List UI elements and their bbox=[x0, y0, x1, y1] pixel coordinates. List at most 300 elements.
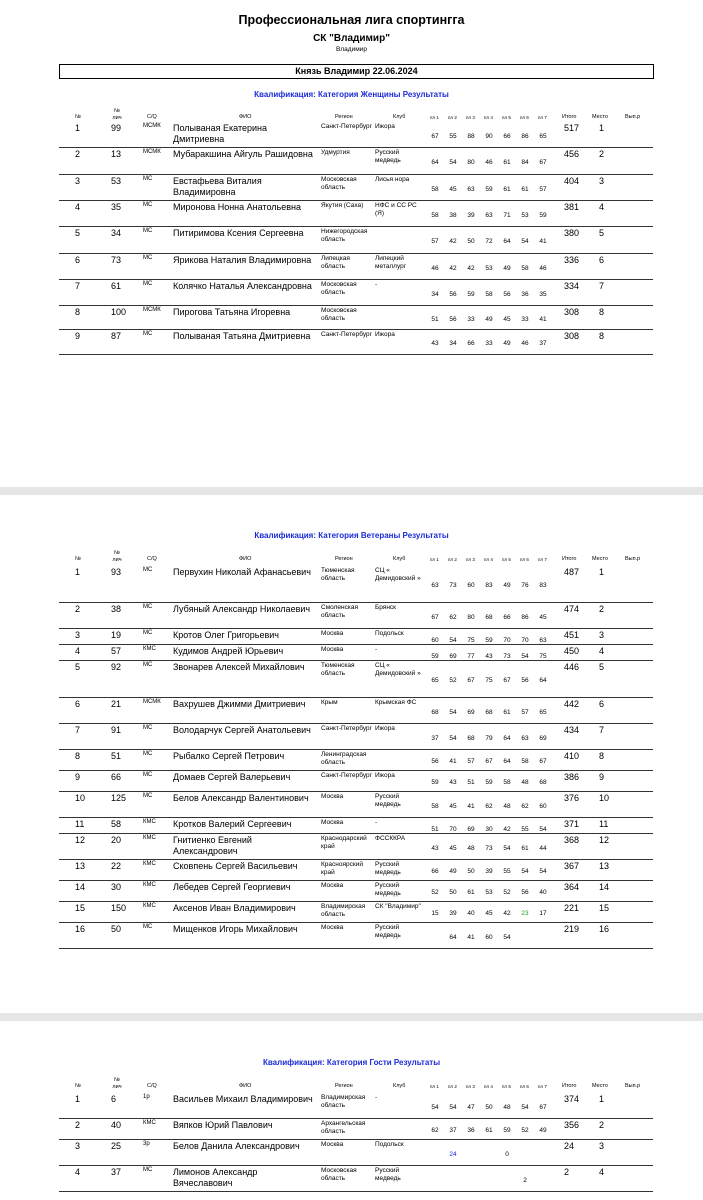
result-place-cell: 3 bbox=[599, 176, 605, 186]
total-cell: 334 bbox=[564, 281, 580, 291]
series-score-5: 55 bbox=[503, 868, 511, 875]
series-score-7: 54 bbox=[539, 826, 547, 833]
series-score-4: 61 bbox=[485, 1127, 493, 1134]
col-rplace: Место bbox=[592, 114, 608, 120]
section-title: Квалификация: Категория Женщины Результаты bbox=[254, 90, 449, 99]
series-score-3: 77 bbox=[467, 653, 475, 660]
city-name: Владимир bbox=[336, 46, 367, 53]
series-score-4: 45 bbox=[485, 910, 493, 917]
result-place-cell: 2 bbox=[599, 149, 605, 159]
series-score-3: 80 bbox=[467, 614, 475, 621]
result-place-cell: 8 bbox=[599, 307, 605, 317]
place-cell: 13 bbox=[75, 861, 86, 871]
series-score-2: 54 bbox=[449, 159, 457, 166]
club-cell: СЦ « Демидовский » bbox=[375, 567, 421, 582]
series-score-3: 33 bbox=[467, 316, 475, 323]
region-cell: Владимирская область bbox=[321, 1094, 366, 1109]
rank-cell: МС bbox=[143, 202, 153, 208]
result-place-cell: 7 bbox=[599, 281, 605, 291]
series-score-1: 51 bbox=[431, 826, 439, 833]
col-series-4: пл 4 bbox=[484, 1084, 493, 1089]
series-score-2: 43 bbox=[449, 779, 457, 786]
series-score-7: 65 bbox=[539, 709, 547, 716]
bib-cell: 87 bbox=[111, 331, 122, 341]
series-score-5: 48 bbox=[503, 1104, 511, 1111]
rank-cell: КМС bbox=[143, 882, 156, 888]
club-cell: Ижора bbox=[375, 772, 395, 779]
name-cell: Лебедев Сергей Георгиевич bbox=[173, 882, 291, 892]
series-score-2: 41 bbox=[449, 758, 457, 765]
series-score-3: 48 bbox=[467, 845, 475, 852]
col-total: Итого bbox=[562, 556, 577, 562]
bib-cell: 99 bbox=[111, 123, 122, 133]
rank-cell: МС bbox=[143, 255, 153, 261]
result-place-cell: 9 bbox=[599, 772, 605, 782]
series-score-4: 83 bbox=[485, 582, 493, 589]
series-score-6: 52 bbox=[521, 1127, 529, 1134]
series-score-6: 76 bbox=[521, 582, 529, 589]
series-score-2: 54 bbox=[449, 709, 457, 716]
region-cell: Московская область bbox=[321, 281, 357, 296]
table-row bbox=[59, 724, 653, 750]
region-cell: Московская область bbox=[321, 1167, 357, 1182]
series-score-3: 61 bbox=[467, 889, 475, 896]
table-row bbox=[59, 698, 653, 724]
result-place-cell: 4 bbox=[599, 202, 605, 212]
bib-cell: 22 bbox=[111, 861, 122, 871]
place-cell: 14 bbox=[75, 882, 86, 892]
total-cell: 336 bbox=[564, 255, 580, 265]
result-place-cell: 6 bbox=[599, 699, 605, 709]
series-score-4: 60 bbox=[485, 934, 493, 941]
series-score-5: 42 bbox=[503, 910, 511, 917]
table-row bbox=[59, 306, 653, 330]
region-cell: Санкт-Петербург bbox=[321, 772, 372, 779]
result-place-cell: 2 bbox=[599, 1120, 605, 1130]
table-row bbox=[59, 1119, 653, 1140]
name-cell: Гнитиенко Евгений Александрович bbox=[173, 835, 252, 856]
club-cell: Крымская ФС bbox=[375, 699, 417, 706]
result-place-cell: 3 bbox=[599, 630, 605, 640]
col-qual: Вып.р bbox=[625, 114, 641, 120]
col-series-3: пл 3 bbox=[466, 557, 475, 562]
series-score-3: 36 bbox=[467, 1127, 475, 1134]
result-place-cell: 12 bbox=[599, 835, 610, 845]
place-cell: 16 bbox=[75, 924, 86, 934]
col-series-2: пл 2 bbox=[448, 557, 457, 562]
name-cell: Кротов Олег Григорьевич bbox=[173, 630, 279, 640]
place-cell: 2 bbox=[75, 1120, 81, 1130]
col-rplace: Место bbox=[592, 1083, 608, 1089]
club-cell: Лисья нора bbox=[375, 176, 410, 183]
series-score-2: 45 bbox=[449, 803, 457, 810]
series-score-3: 41 bbox=[467, 803, 475, 810]
series-score-6: 23 bbox=[521, 910, 529, 917]
series-score-7: 75 bbox=[539, 653, 547, 660]
col-series-6: пл 6 bbox=[520, 1084, 529, 1089]
rank-cell: КМС bbox=[143, 819, 156, 825]
series-score-2: 39 bbox=[449, 910, 457, 917]
series-score-2: 62 bbox=[449, 614, 457, 621]
place-cell: 8 bbox=[75, 751, 81, 761]
series-score-5: 54 bbox=[503, 934, 511, 941]
series-score-7: 63 bbox=[539, 637, 547, 644]
club-cell: Ижора bbox=[375, 725, 395, 732]
table-row bbox=[59, 175, 653, 201]
total-cell: 376 bbox=[564, 793, 580, 803]
rank-cell: МС bbox=[143, 630, 153, 636]
total-cell: 451 bbox=[564, 630, 580, 640]
series-score-3: 50 bbox=[467, 238, 475, 245]
result-place-cell: 14 bbox=[599, 882, 610, 892]
region-cell: Москва bbox=[321, 793, 344, 800]
series-score-2: 55 bbox=[449, 133, 457, 140]
table-row bbox=[59, 881, 653, 902]
col-series-2: пл 2 bbox=[448, 115, 457, 120]
name-cell: Кротков Валерий Сергеевич bbox=[173, 819, 292, 829]
series-score-7: 35 bbox=[539, 291, 547, 298]
place-cell: 5 bbox=[75, 228, 81, 238]
series-score-4: 33 bbox=[485, 340, 493, 347]
series-score-1: 15 bbox=[431, 910, 439, 917]
table-row bbox=[59, 280, 653, 306]
series-score-6: 62 bbox=[521, 803, 529, 810]
series-score-1: 63 bbox=[431, 582, 439, 589]
region-cell: Удмуртия bbox=[321, 149, 350, 156]
col-region: Регион bbox=[335, 556, 353, 562]
col-total: Итого bbox=[562, 1083, 577, 1089]
name-cell: Васильев Михаил Владимирович bbox=[173, 1094, 313, 1104]
series-score-4: 59 bbox=[485, 779, 493, 786]
series-score-3: 42 bbox=[467, 265, 475, 272]
series-score-1: 37 bbox=[431, 735, 439, 742]
series-score-3: 69 bbox=[467, 709, 475, 716]
rank-cell: МСМК bbox=[143, 307, 161, 313]
name-cell: Полываная Татьяна Дмитриевна bbox=[173, 331, 311, 341]
series-score-2: 73 bbox=[449, 582, 457, 589]
result-place-cell: 6 bbox=[599, 255, 605, 265]
series-score-4: 39 bbox=[485, 868, 493, 875]
series-score-7: 60 bbox=[539, 803, 547, 810]
bib-cell: 61 bbox=[111, 281, 122, 291]
rank-cell: КМС bbox=[143, 835, 156, 841]
series-score-5: 49 bbox=[503, 340, 511, 347]
bib-cell: 21 bbox=[111, 699, 122, 709]
table-row bbox=[59, 330, 653, 355]
region-cell: Санкт-Петербург bbox=[321, 331, 372, 338]
series-score-7: 37 bbox=[539, 340, 547, 347]
name-cell: Володарчук Сергей Анатольевич bbox=[173, 725, 311, 735]
series-score-4: 30 bbox=[485, 826, 493, 833]
club-cell: ФССККРА bbox=[375, 835, 406, 842]
bib-cell: 125 bbox=[111, 793, 127, 803]
series-score-1: 58 bbox=[431, 186, 439, 193]
series-score-7: 68 bbox=[539, 779, 547, 786]
series-score-1: 58 bbox=[431, 803, 439, 810]
rank-cell: КМС bbox=[143, 646, 156, 652]
series-score-4: 46 bbox=[485, 159, 493, 166]
series-score-7: 40 bbox=[539, 889, 547, 896]
name-cell: Питиримова Ксения Сергеевна bbox=[173, 228, 304, 238]
name-cell: Лимонов Александр Вячеславович bbox=[173, 1167, 258, 1188]
total-cell: 219 bbox=[564, 924, 580, 934]
result-place-cell: 16 bbox=[599, 924, 610, 934]
name-cell: Рыбалко Сергей Петрович bbox=[173, 751, 285, 761]
result-place-cell: 13 bbox=[599, 861, 610, 871]
result-place-cell: 10 bbox=[599, 793, 610, 803]
table-row bbox=[59, 834, 653, 860]
bib-cell: 38 bbox=[111, 604, 122, 614]
series-score-2: 24 bbox=[449, 1151, 457, 1158]
rank-cell: МС bbox=[143, 793, 153, 799]
place-cell: 3 bbox=[75, 176, 81, 186]
result-place-cell: 1 bbox=[599, 123, 605, 133]
series-score-4: 59 bbox=[485, 637, 493, 644]
bib-cell: 6 bbox=[111, 1094, 117, 1104]
series-score-6: 54 bbox=[521, 1104, 529, 1111]
series-score-3: 80 bbox=[467, 159, 475, 166]
col-qual: Вып.р bbox=[625, 1083, 641, 1089]
club-cell: Русский медведь bbox=[375, 1167, 401, 1182]
total-cell: 410 bbox=[564, 751, 580, 761]
table-row bbox=[59, 201, 653, 227]
series-score-7: 17 bbox=[539, 910, 547, 917]
series-score-3: 59 bbox=[467, 291, 475, 298]
total-cell: 381 bbox=[564, 202, 580, 212]
table-row bbox=[59, 603, 653, 629]
series-score-1: 68 bbox=[431, 709, 439, 716]
result-place-cell: 2 bbox=[599, 604, 605, 614]
total-cell: 364 bbox=[564, 882, 580, 892]
place-cell: 4 bbox=[75, 646, 81, 656]
club-cell: Русский медведь bbox=[375, 793, 401, 808]
total-cell: 386 bbox=[564, 772, 580, 782]
result-place-cell: 8 bbox=[599, 331, 605, 341]
series-score-1: 60 bbox=[431, 637, 439, 644]
col-series-4: пл 4 bbox=[484, 557, 493, 562]
rank-cell: МС bbox=[143, 567, 153, 573]
series-score-7: 67 bbox=[539, 159, 547, 166]
series-score-3: 40 bbox=[467, 910, 475, 917]
col-place: № bbox=[75, 556, 81, 562]
series-score-7: 67 bbox=[539, 1104, 547, 1111]
series-score-5: 61 bbox=[503, 186, 511, 193]
name-cell: Сковпень Сергей Васильевич bbox=[173, 861, 298, 871]
table-row bbox=[59, 1140, 653, 1166]
region-cell: Якутия (Саха) bbox=[321, 202, 364, 209]
series-score-5: 42 bbox=[503, 826, 511, 833]
col-series-5: пл 5 bbox=[502, 1084, 511, 1089]
series-score-4: 75 bbox=[485, 677, 493, 684]
rank-cell: МС bbox=[143, 281, 153, 287]
series-score-3: 67 bbox=[467, 677, 475, 684]
series-score-2: 64 bbox=[449, 934, 457, 941]
series-score-1: 67 bbox=[431, 133, 439, 140]
name-cell: Первухин Николай Афанасьевич bbox=[173, 567, 311, 577]
series-score-5: 64 bbox=[503, 735, 511, 742]
bib-cell: 25 bbox=[111, 1141, 122, 1151]
rank-cell: МС bbox=[143, 725, 153, 731]
total-cell: 446 bbox=[564, 662, 580, 672]
series-score-4: 68 bbox=[485, 709, 493, 716]
series-score-7: 41 bbox=[539, 238, 547, 245]
club-cell: СК "Владимир" bbox=[375, 903, 421, 910]
series-score-6: 61 bbox=[521, 845, 529, 852]
bib-cell: 35 bbox=[111, 202, 122, 212]
series-score-5: 66 bbox=[503, 614, 511, 621]
series-score-1: 57 bbox=[431, 238, 439, 245]
table-row bbox=[59, 923, 653, 949]
series-score-4: 68 bbox=[485, 614, 493, 621]
club-cell: Ижора bbox=[375, 331, 395, 338]
region-cell: Москва bbox=[321, 646, 344, 653]
name-cell: Колячко Наталья Александровна bbox=[173, 281, 312, 291]
series-score-5: 58 bbox=[503, 779, 511, 786]
rank-cell: МС bbox=[143, 772, 153, 778]
bib-cell: 92 bbox=[111, 662, 122, 672]
col-bib: № лич bbox=[112, 1077, 122, 1090]
name-cell: Домаев Сергей Валерьевич bbox=[173, 772, 291, 782]
series-score-2: 52 bbox=[449, 677, 457, 684]
series-score-2: 54 bbox=[449, 735, 457, 742]
col-place: № bbox=[75, 114, 81, 120]
region-cell: Московская область bbox=[321, 176, 357, 191]
series-score-7: 65 bbox=[539, 133, 547, 140]
col-qual: Вып.р bbox=[625, 556, 641, 562]
series-score-7: 45 bbox=[539, 614, 547, 621]
result-place-cell: 7 bbox=[599, 725, 605, 735]
rank-cell: 3р bbox=[143, 1141, 150, 1147]
place-cell: 1 bbox=[75, 567, 81, 577]
series-score-5: 45 bbox=[503, 316, 511, 323]
bib-cell: 73 bbox=[111, 255, 122, 265]
total-cell: 24 bbox=[564, 1141, 575, 1151]
col-series-7: пл 7 bbox=[538, 1084, 547, 1089]
series-score-3: 75 bbox=[467, 637, 475, 644]
table-row bbox=[59, 792, 653, 818]
table-row bbox=[59, 661, 653, 698]
series-score-2: 37 bbox=[449, 1127, 457, 1134]
place-cell: 12 bbox=[75, 835, 86, 845]
series-score-2: 45 bbox=[449, 845, 457, 852]
col-name: ФИО bbox=[239, 556, 252, 562]
series-score-4: 67 bbox=[485, 758, 493, 765]
series-score-5: 49 bbox=[503, 582, 511, 589]
club-cell: Брянск bbox=[375, 604, 397, 611]
series-score-4: 63 bbox=[485, 212, 493, 219]
table-row bbox=[59, 645, 653, 661]
region-cell: Москва bbox=[321, 882, 344, 889]
table-row bbox=[59, 1166, 653, 1192]
total-cell: 434 bbox=[564, 725, 580, 735]
series-score-3: 68 bbox=[467, 735, 475, 742]
total-cell: 442 bbox=[564, 699, 580, 709]
series-score-6: 57 bbox=[521, 709, 529, 716]
rank-cell: МС bbox=[143, 176, 153, 182]
series-score-6: 46 bbox=[521, 340, 529, 347]
col-name: ФИО bbox=[239, 1083, 252, 1089]
result-place-cell: 11 bbox=[599, 819, 609, 829]
section-title: Квалификация: Категория Гости Результаты bbox=[262, 1058, 441, 1067]
series-score-6: 58 bbox=[521, 265, 529, 272]
series-score-7: 49 bbox=[539, 1127, 547, 1134]
series-score-7: 83 bbox=[539, 582, 547, 589]
result-place-cell: 5 bbox=[599, 228, 605, 238]
series-score-5: 66 bbox=[503, 133, 511, 140]
series-score-6: 70 bbox=[521, 637, 529, 644]
club-cell: Русский медведь bbox=[375, 882, 401, 897]
place-cell: 7 bbox=[75, 725, 81, 735]
series-score-3: 60 bbox=[467, 582, 475, 589]
bib-cell: 91 bbox=[111, 725, 122, 735]
rank-cell: МСМК bbox=[143, 123, 161, 129]
total-cell: 404 bbox=[564, 176, 580, 186]
series-score-3: 51 bbox=[467, 779, 475, 786]
series-score-4: 49 bbox=[485, 316, 493, 323]
col-rplace: Место bbox=[592, 556, 608, 562]
series-score-2: 38 bbox=[449, 212, 457, 219]
series-score-1: 58 bbox=[431, 212, 439, 219]
series-score-7: 54 bbox=[539, 868, 547, 875]
series-score-7: 44 bbox=[539, 845, 547, 852]
total-cell: 517 bbox=[564, 123, 580, 133]
place-cell: 3 bbox=[75, 1141, 81, 1151]
bib-cell: 50 bbox=[111, 924, 122, 934]
col-place: № bbox=[75, 1083, 81, 1089]
bib-cell: 66 bbox=[111, 772, 122, 782]
region-cell: Московская область bbox=[321, 307, 357, 322]
col-region: Регион bbox=[335, 114, 353, 120]
total-cell: 308 bbox=[564, 331, 580, 341]
bib-cell: 19 bbox=[111, 630, 122, 640]
section-title: Квалификация: Категория Ветераны Результаты bbox=[254, 531, 449, 540]
series-score-7: 67 bbox=[539, 758, 547, 765]
club-cell: НФС и СС РС (Я) bbox=[375, 202, 417, 217]
series-score-6: 63 bbox=[521, 735, 529, 742]
series-score-4: 58 bbox=[485, 291, 493, 298]
region-cell: Москва bbox=[321, 819, 344, 826]
col-series-3: пл 3 bbox=[466, 115, 475, 120]
series-score-5: 64 bbox=[503, 238, 511, 245]
series-score-5: 54 bbox=[503, 845, 511, 852]
series-score-7: 57 bbox=[539, 186, 547, 193]
place-cell: 15 bbox=[75, 903, 86, 913]
club-cell: Русский медведь bbox=[375, 924, 401, 939]
series-score-1: 59 bbox=[431, 653, 439, 660]
total-cell: 308 bbox=[564, 307, 580, 317]
club-cell: Ижора bbox=[375, 123, 395, 130]
place-cell: 9 bbox=[75, 331, 81, 341]
col-series-6: пл 6 bbox=[520, 115, 529, 120]
series-score-2: 42 bbox=[449, 265, 457, 272]
place-cell: 6 bbox=[75, 255, 81, 265]
bib-cell: 58 bbox=[111, 819, 122, 829]
bib-cell: 20 bbox=[111, 835, 122, 845]
place-cell: 5 bbox=[75, 662, 81, 672]
series-score-1: 43 bbox=[431, 340, 439, 347]
place-cell: 4 bbox=[75, 202, 81, 212]
col-series-4: пл 4 bbox=[484, 115, 493, 120]
col-rank: С/Q bbox=[147, 1083, 157, 1089]
result-place-cell: 4 bbox=[599, 1167, 605, 1177]
region-cell: Крым bbox=[321, 699, 338, 706]
bib-cell: 37 bbox=[111, 1167, 122, 1177]
name-cell: Мубаракшина Айгуль Рашидовна bbox=[173, 149, 313, 159]
series-score-1: 34 bbox=[431, 291, 439, 298]
rank-cell: МС bbox=[143, 1167, 153, 1173]
result-place-cell: 1 bbox=[599, 567, 605, 577]
series-score-2: 50 bbox=[449, 889, 457, 896]
